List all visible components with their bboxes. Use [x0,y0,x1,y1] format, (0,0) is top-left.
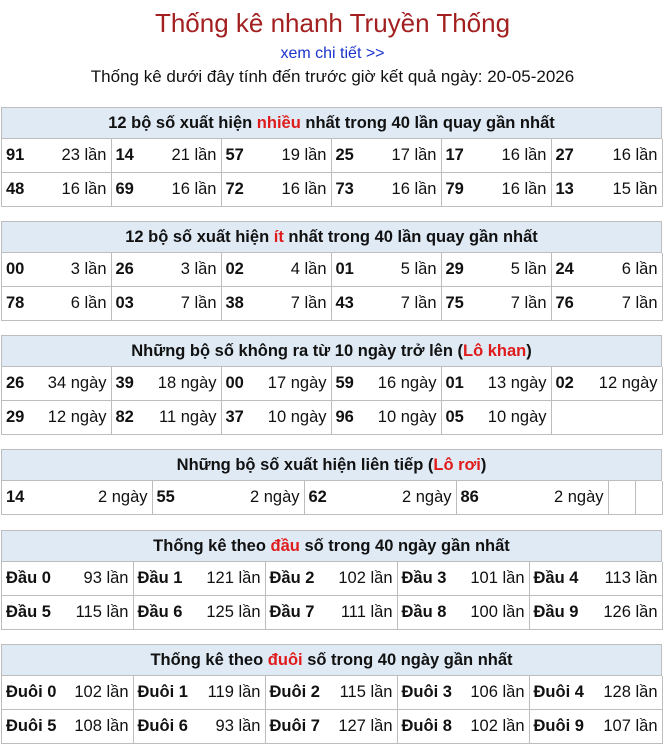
stat-count: 10 ngày [377,408,437,426]
stat-number: 14 [115,146,134,164]
stat-cell[interactable] [152,481,304,515]
stat-count: 16 lần [501,146,547,164]
stat-cell[interactable] [111,173,221,207]
stat-count: 16 lần [391,180,437,198]
stat-number: 00 [225,374,244,392]
stat-count: 12 ngày [598,374,658,392]
stat-number: 76 [555,294,574,312]
stat-number: 38 [225,294,244,312]
stat-number: 72 [225,180,244,198]
stat-number: 05 [445,408,464,426]
stat-number: 79 [445,180,464,198]
stat-count: 12 ngày [47,408,107,426]
stat-cell[interactable] [551,367,662,401]
stat-cell[interactable] [397,562,529,596]
stat-count: 119 lần [207,683,261,701]
stat-count: 113 lần [604,569,658,587]
section-title [2,450,662,481]
stat-count: 2 ngày [97,488,148,506]
stat-number: 29 [445,260,464,278]
stat-cell[interactable] [331,367,441,401]
stat-number: 24 [555,260,574,278]
stat-count: 125 lần [206,603,261,621]
section-title-highlight: ít [273,228,284,246]
stat-count: 5 lần [510,260,547,278]
lo-roi-section [1,449,662,515]
stat-cell[interactable] [441,287,551,321]
stat-count: 16 ngày [377,374,437,392]
stat-number: 02 [225,260,244,278]
stat-number: 96 [335,408,354,426]
table-row [2,676,662,710]
stat-count: 102 lần [74,683,129,701]
stat-count: 108 lần [74,717,129,735]
stat-cell[interactable] [551,253,662,287]
stat-cell[interactable] [397,676,529,710]
stat-number: 91 [6,146,25,164]
stat-cell[interactable] [2,173,111,207]
dau-stats-section [1,530,662,630]
stat-number: 01 [335,260,354,278]
empty-cell [551,401,662,435]
stat-cell[interactable] [265,710,397,744]
stat-number: Đầu 3 [401,569,447,587]
table-row [2,367,662,401]
stat-count: 115 lần [75,603,129,621]
stat-cell[interactable] [111,401,221,435]
section-title-text: số trong 40 ngày gần nhất [299,537,510,555]
stat-number: Đuôi 0 [6,683,57,701]
stat-cell[interactable] [529,676,662,710]
stat-number: 75 [445,294,464,312]
stat-number: 02 [555,374,574,392]
stat-number: Đuôi 2 [269,683,320,701]
page-header [0,0,665,88]
stat-count: 16 lần [612,146,658,164]
details-link[interactable]: xem chi tiết >> [280,45,385,62]
stat-count: 16 lần [281,180,327,198]
stat-cell[interactable] [221,401,331,435]
stat-cell[interactable] [221,287,331,321]
section-title-text: 12 bộ số xuất hiện [108,114,257,132]
stats-table [2,253,663,321]
stat-number: 48 [6,180,25,198]
section-title-highlight: Lô rơi [433,456,481,474]
stat-number: 86 [460,488,479,506]
stat-cell[interactable] [441,367,551,401]
stat-number: 69 [115,180,134,198]
stat-number: 39 [115,374,134,392]
stats-table [2,676,663,744]
section-title-text: ) [526,342,532,360]
stat-count: 6 lần [70,294,107,312]
stat-cell[interactable] [2,596,133,630]
stat-cell[interactable] [331,173,441,207]
stat-cell[interactable] [331,253,441,287]
section-title-text: số trong 40 ngày gần nhất [302,651,513,669]
stat-count: 3 lần [180,260,217,278]
stat-number: Đầu 4 [533,569,579,587]
stat-cell[interactable] [2,253,111,287]
table-row [2,401,662,435]
stat-cell[interactable] [133,676,265,710]
stat-cell[interactable] [529,596,662,630]
stat-cell[interactable] [2,139,111,173]
section-title-highlight: đầu [270,537,300,555]
stats-table [2,139,663,207]
section-title-highlight: nhiều [256,114,301,132]
section-title-text: Thống kê theo [150,651,268,669]
empty-cell [635,481,662,515]
stat-number: Đầu 1 [137,569,183,587]
stat-count: 17 lần [391,146,437,164]
stat-cell[interactable] [529,562,662,596]
stat-number: Đầu 0 [6,569,51,587]
stat-cell[interactable] [111,253,221,287]
stat-cell[interactable] [456,481,608,515]
stat-cell[interactable] [551,139,662,173]
stat-number: 17 [445,146,464,164]
stat-count: 101 lần [470,569,525,587]
table-row [2,710,662,744]
section-title-text: nhất trong 40 lần quay gần nhất [300,114,555,132]
stat-cell[interactable] [133,710,265,744]
stat-count: 10 ngày [267,408,327,426]
section-title-text: ) [480,456,487,474]
stat-cell[interactable] [441,401,551,435]
stat-number: Đầu 5 [6,603,51,621]
stat-count: 19 lần [281,146,327,164]
section-title-text: 12 bộ số xuất hiện [125,228,274,246]
stat-cell[interactable] [2,676,133,710]
stat-count: 16 lần [501,180,547,198]
section-title [2,645,662,676]
stat-number: 78 [6,294,25,312]
stat-count: 102 lần [470,717,525,735]
stat-cell[interactable] [551,173,662,207]
stat-cell[interactable] [221,139,331,173]
stat-number: Đuôi 9 [533,717,584,735]
stat-number: 00 [6,260,25,278]
stat-number: 82 [115,408,134,426]
stat-cell[interactable] [441,139,551,173]
stat-number: 73 [335,180,354,198]
stat-number: 14 [6,488,25,506]
table-row [2,481,662,515]
stat-number: 13 [555,180,574,198]
stat-number: Đuôi 5 [6,717,57,735]
stat-number: 62 [308,488,327,506]
section-title-text: Những bộ số không ra từ 10 ngày trở lên ( [131,342,463,360]
stat-number: 26 [115,260,134,278]
stat-cell[interactable] [304,481,456,515]
stat-number: Đuôi 3 [401,683,452,701]
section-title-text: nhất trong 40 lần quay gần nhất [283,228,538,246]
stat-count: 2 ngày [249,488,300,506]
stat-number: Đuôi 8 [401,717,452,735]
stat-count: 18 ngày [157,374,217,392]
stat-count: 100 lần [470,603,525,621]
stat-count: 7 lần [400,294,437,312]
table-row [2,173,662,207]
section-title-highlight: đuôi [267,651,303,669]
stat-cell[interactable] [265,676,397,710]
empty-cell [608,481,635,515]
date-line: Thống kê dưới đây tính đến trước giờ kết quả ngày: 20-05-2026 [90,67,575,86]
stat-number: Đuôi 4 [533,683,584,701]
stat-count: 34 ngày [47,374,107,392]
stat-count: 7 lần [290,294,327,312]
stat-cell[interactable] [331,287,441,321]
stat-count: 15 lần [612,180,658,198]
stat-count: 6 lần [621,260,658,278]
stat-count: 126 lần [603,603,658,621]
stat-number: Đầu 6 [137,603,183,621]
stat-count: 16 lần [61,180,107,198]
stat-count: 11 ngày [159,408,217,426]
most-frequent-section [1,107,662,207]
stat-count: 128 lần [603,683,658,701]
stat-number: Đuôi 7 [269,717,320,735]
stat-cell[interactable] [265,562,397,596]
lo-khan-section [1,335,662,435]
stat-count: 17 ngày [267,374,327,392]
table-row [2,596,662,630]
page-title: Thống kê nhanh Truyền Thống [154,8,511,38]
stat-count: 4 lần [290,260,327,278]
stats-table [2,562,663,630]
stat-count: 23 lần [61,146,107,164]
stat-cell[interactable] [221,173,331,207]
stat-cell[interactable] [111,287,221,321]
stat-cell[interactable] [2,710,133,744]
stat-count: 93 lần [215,717,261,735]
stat-cell[interactable] [2,367,111,401]
stat-number: 43 [335,294,354,312]
stat-number: Đầu 9 [533,603,579,621]
stat-cell[interactable] [221,367,331,401]
stat-count: 107 lần [603,717,658,735]
stat-number: Đầu 8 [401,603,447,621]
stat-count: 115 lần [339,683,393,701]
stat-cell[interactable] [265,596,397,630]
table-row [2,139,662,173]
stats-table [2,481,663,515]
stat-cell[interactable] [397,596,529,630]
stat-count: 2 ngày [553,488,604,506]
stat-cell[interactable] [2,562,133,596]
section-title [2,108,662,139]
stat-cell[interactable] [331,139,441,173]
section-title-highlight: Lô khan [462,342,527,360]
stat-cell[interactable] [111,367,221,401]
stat-count: 13 ngày [487,374,547,392]
stat-cell[interactable] [331,401,441,435]
stat-number: 26 [6,374,25,392]
stat-count: 7 lần [510,294,547,312]
stats-table [2,367,663,435]
stat-cell[interactable] [2,481,152,515]
stat-number: 03 [115,294,134,312]
stat-count: 106 lần [470,683,525,701]
stat-count: 7 lần [621,294,658,312]
stat-number: Đầu 7 [269,603,315,621]
stat-number: Đuôi 6 [137,717,188,735]
stat-cell[interactable] [551,287,662,321]
stat-count: 127 lần [338,717,393,735]
section-title-text: Những bộ số xuất hiện liên tiếp ( [176,456,434,474]
stat-count: 21 lần [171,146,217,164]
stat-number: 57 [225,146,244,164]
stat-number: 55 [156,488,175,506]
stat-count: 2 ngày [401,488,452,506]
stat-cell[interactable] [111,139,221,173]
stat-count: 5 lần [400,260,437,278]
stat-number: 37 [225,408,244,426]
least-frequent-section [1,221,662,321]
stat-number: 59 [335,374,354,392]
section-title-text: Thống kê theo [153,537,271,555]
stat-cell[interactable] [2,401,111,435]
table-row [2,287,662,321]
stat-count: 10 ngày [487,408,547,426]
stat-count: 102 lần [338,569,393,587]
stat-cell[interactable] [529,710,662,744]
stat-number: 01 [445,374,464,392]
stat-number: 25 [335,146,354,164]
stat-count: 111 lần [340,603,393,621]
stat-number: Đuôi 1 [137,683,188,701]
stat-number: 29 [6,408,25,426]
stat-count: 121 lần [206,569,261,587]
section-title [2,336,662,367]
duoi-stats-section [1,644,662,744]
stat-cell[interactable] [133,562,265,596]
stat-count: 3 lần [70,260,107,278]
stat-count: 7 lần [180,294,217,312]
stat-cell[interactable] [133,596,265,630]
section-title [2,531,662,562]
stat-cell[interactable] [441,173,551,207]
stat-cell[interactable] [2,287,111,321]
stat-count: 93 lần [83,569,129,587]
section-title [2,222,662,253]
stat-number: 27 [555,146,574,164]
stat-cell[interactable] [441,253,551,287]
stat-number: Đầu 2 [269,569,315,587]
table-row [2,562,662,596]
stat-cell[interactable] [397,710,529,744]
stat-count: 16 lần [171,180,217,198]
stat-cell[interactable] [221,253,331,287]
table-row [2,253,662,287]
